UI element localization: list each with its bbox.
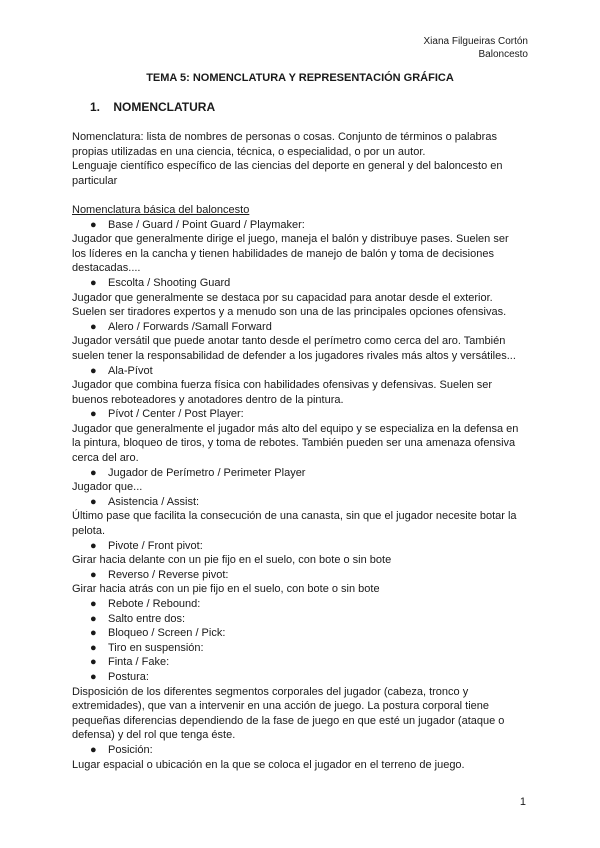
term-label: Bloqueo / Screen / Pick: (108, 627, 226, 640)
term-description: Jugador que generalmente el jugador más alto del equipo y se especializa en la defensa en (72, 422, 519, 435)
term-description: pequeñas diferencias dependiendo de la fase de juego en que esté un jugador (ataque o (72, 714, 505, 727)
bullet-icon: ● (90, 364, 97, 377)
term-item (72, 218, 532, 233)
term-description: Disposición de los diferentes segmentos corporales del jugador (cabeza, tronco y (72, 685, 469, 698)
term-description: Lugar espacial o ubicación en la que se coloca el jugador en el terreno de juego. (72, 758, 465, 771)
term-label: Escolta / Shooting Guard (108, 276, 231, 289)
intro-line: Nomenclatura: lista de nombres de personas o cosas. Conjunto de términos o palabras (72, 131, 497, 143)
intro-line: propias utilizadas en una ciencia, técnica, o especialidad, o por un autor. (72, 145, 426, 158)
term-item (72, 466, 532, 481)
term-item (72, 597, 532, 612)
bullet-icon: ● (90, 218, 97, 231)
term-item (72, 495, 532, 510)
term-item (72, 568, 532, 583)
term-item (72, 320, 532, 335)
term-item (72, 626, 532, 641)
document-title: TEMA 5: NOMENCLATURA Y REPRESENTACIÓN GRÁFICA (146, 72, 454, 84)
term-item (72, 655, 532, 670)
term-description: defensa) y del rol que tenga éste. (72, 729, 236, 742)
term-label: Asistencia / Assist: (108, 495, 200, 508)
term-item (72, 364, 532, 379)
term-item (72, 641, 532, 656)
term-label: Alero / Forwards /Samall Forward (108, 320, 272, 333)
bullet-icon: ● (90, 276, 97, 289)
term-label: Posición: (108, 743, 153, 756)
term-description: Girar hacia atrás con un pie fijo en el suelo, con bote o sin bote (72, 583, 380, 596)
term-item (72, 743, 532, 758)
term-label: Rebote / Rebound: (108, 598, 201, 610)
term-description: pelota. (72, 525, 106, 538)
spacer (72, 188, 532, 203)
bullet-icon: ● (90, 743, 97, 756)
bullet-icon: ● (90, 627, 97, 640)
term-label: Jugador de Perímetro / Perimeter Player (108, 466, 306, 479)
subheading: Nomenclatura básica del baloncesto (72, 203, 250, 216)
term-item (72, 670, 532, 685)
bullet-icon: ● (90, 466, 97, 479)
page-header (424, 35, 529, 61)
bullet-icon: ● (90, 539, 97, 552)
term-description: Jugador versátil que puede anotar tanto desde el perímetro como cerca del aro. También (72, 335, 506, 348)
section-heading (90, 100, 215, 114)
term-item (72, 612, 532, 627)
document-body (72, 130, 532, 772)
term-item (72, 407, 532, 422)
intro-line: particular (72, 174, 118, 187)
bullet-icon: ● (90, 598, 97, 610)
term-description: Jugador que generalmente dirige el juego, maneja el balón y distribuye pases. Suelen ser (72, 233, 509, 246)
term-label: Tiro en suspensión: (108, 641, 204, 654)
term-description: la pintura, bloqueo de tiros, y toma de rebotes. También pueden ser una amenaza ofensiva (72, 437, 516, 450)
term-label: Reverso / Reverse pivot: (108, 568, 229, 581)
term-description: buenos reboteadores y anotadores dentro de la pintura. (72, 393, 344, 406)
bullet-icon: ● (90, 408, 97, 421)
term-description: Girar hacia delante con un pie fijo en el suelo, con bote o sin bote (72, 554, 392, 567)
term-label: Salto entre dos: (108, 612, 186, 625)
section-title: NOMENCLATURA (113, 100, 216, 114)
term-description: destacadas.... (72, 262, 141, 275)
term-label: Base / Guard / Point Guard / Playmaker: (108, 218, 305, 231)
bullet-icon: ● (90, 670, 97, 683)
term-description: Jugador que generalmente se destaca por su capacidad para anotar desde el exterior. (72, 291, 493, 304)
bullet-icon: ● (90, 641, 97, 654)
subject-name: Baloncesto (478, 49, 528, 60)
term-label: Ala-Pívot (108, 364, 153, 377)
bullet-icon: ● (90, 612, 97, 625)
term-description: los líderes en la cancha y tienen habilidades de manejo de balón y toma de decisiones (72, 247, 494, 260)
term-description: Suelen ser tiradores expertos y a menudo son una de las principales opciones ofensivas. (72, 306, 507, 319)
term-item (72, 539, 532, 554)
term-label: Pivote / Front pivot: (108, 539, 203, 552)
term-item (72, 276, 532, 291)
bullet-icon: ● (90, 656, 97, 669)
term-label: Pívot / Center / Post Player: (108, 408, 244, 421)
intro-line: Lenguaje científico específico de las ciencias del deporte en general y del baloncesto en (72, 160, 503, 173)
term-description: extremidades), que van a intervenir en una acción de juego. La postura corporal tiene (72, 700, 490, 713)
bullet-icon: ● (90, 568, 97, 581)
bullet-icon: ● (90, 495, 97, 508)
bullet-icon: ● (90, 320, 97, 333)
term-description: Jugador que combina fuerza física con habilidades ofensivas y defensivas. Suelen ser (72, 379, 493, 392)
section-number: 1. (90, 100, 101, 114)
author-name: Xiana Filgueiras Cortón (423, 36, 528, 47)
term-description: Último pase que facilita la consecución de una canasta, sin que el jugador necesite botar la (72, 510, 517, 523)
term-label: Postura: (108, 670, 149, 683)
term-description: suelen tener la responsabilidad de defender a los jugadores rivales más altos y versátiles... (72, 349, 516, 362)
page-number: 1 (519, 796, 526, 808)
term-description: Jugador que... (72, 481, 143, 494)
term-label: Finta / Fake: (108, 656, 170, 669)
term-description: cerca del aro. (72, 452, 139, 465)
